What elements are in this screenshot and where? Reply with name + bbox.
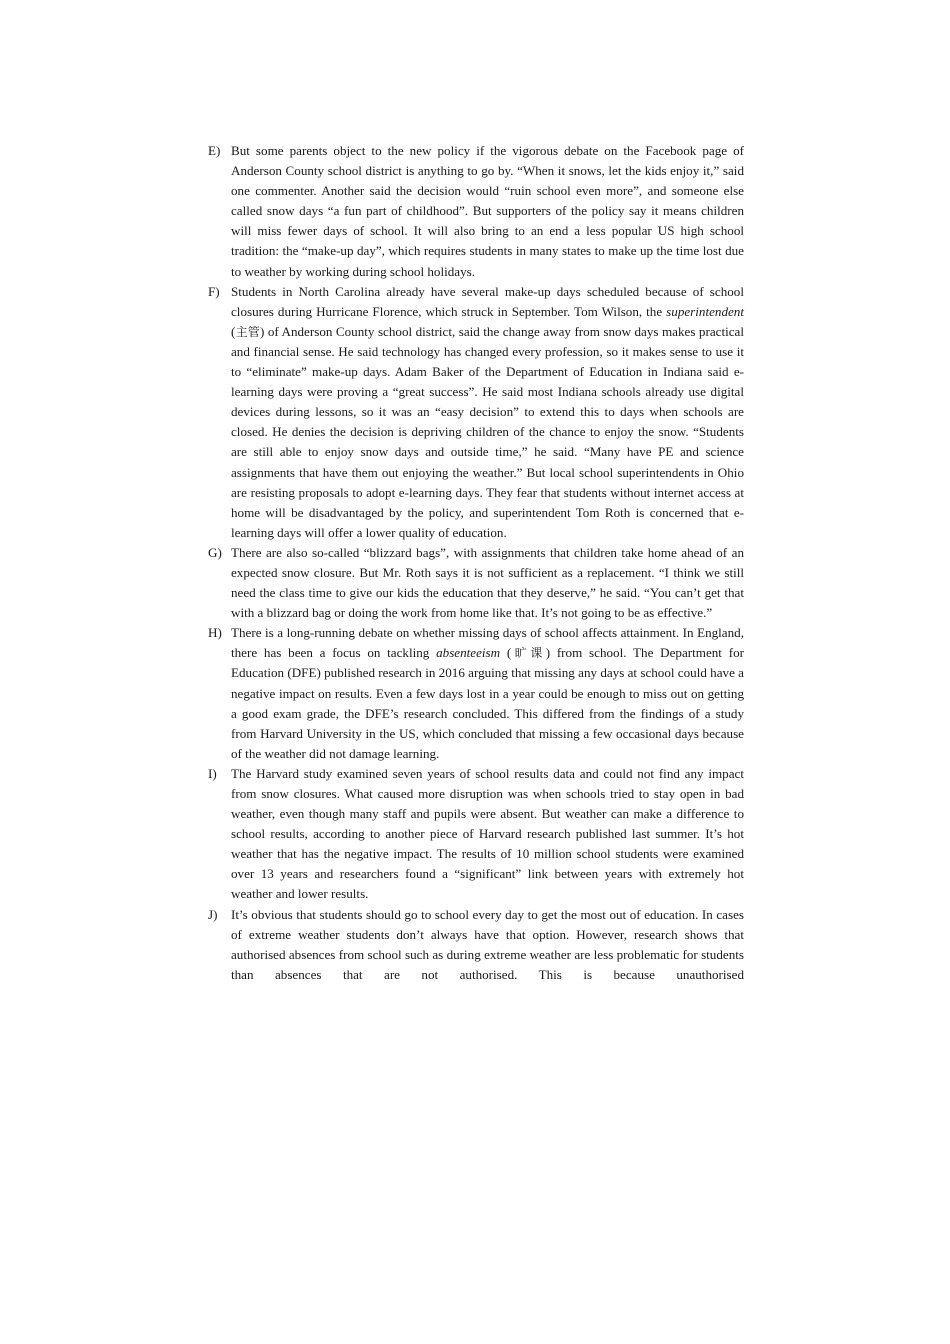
chinese-gloss: 主管 [235,324,260,339]
paragraph-text [231,623,744,764]
text-run: ( [500,645,512,661]
paragraph-j [208,905,744,985]
paragraph-h [208,623,744,764]
paragraph-label: J) [208,906,218,922]
paragraph-i [208,764,744,905]
italic-term: absenteeism [436,645,501,661]
chinese-gloss: 旷课 [511,646,546,661]
paragraph-label: I) [208,765,217,781]
paragraph-label: H) [208,625,222,641]
text-run: ) from school. The Department for Education (DFE) published research in 2016 arguing that missing any days at school could have a negative impact on results. Even a few days lost in a year could be enough to miss out on getting a good exam grade, the DFE’s research concluded. This differed from the findings of a study from Harvard University in the US, which concluded that missing a few occasional days because of the weather did not damage learning. [231,645,744,761]
paragraph-text [231,282,744,543]
text-run: But some parents object to the new policy if the vigorous debate on the Facebook page of Anderson County school district is anything to go by. “When it snows, let the kids enjoy it,” said one commenter. Another said the decision would “ruin school even more”, and someone else called snow days “a fun part of childhood”. But supporters of the policy say it means children will miss fewer days of school. It will also bring to an end a less popular US high school tradition: the “make-up day”, which requires students in many states to make up the time lost due to weather by working during school holidays. [231,143,744,279]
paragraph-label: F) [208,283,220,299]
paragraph-text [231,141,744,282]
paragraph-text [231,543,744,623]
paragraph-label: E) [208,143,221,158]
text-run: ) of Anderson County school district, said the change away from snow days makes practical and financial sense. He said technology has changed every profession, so it makes sense to use it to “eliminate” make-up days. Adam Baker of the Department of Education in Indiana said e-learning days were proving a “great success”. He said most Indiana schools already use digital devices during lessons, so it was an “easy decision” to extend this to days when schools are closed. He denies the decision is depriving children of the chance to enjoy the snow. “Students are still able to enjoy snow days and outside time,” he said. “Many have PE and science assignments that have them out enjoying the weather.” But local school superintendents in Ohio are resisting proposals to adopt e-learning days. They fear that students without internet access at home will be disadvantaged by the policy, and superintendent Tom Roth is concerned that e-learning days will offer a lower quality of education. [231,323,744,540]
text-run: The Harvard study examined seven years of school results data and could not find any impact from snow closures. What caused more disruption was when schools tried to stay open in bad weather, even though many staff and pupils were absent. But weather can make a difference to school results, according to another piece of Harvard research published last summer. It’s hot weather that has the negative impact. The results of 10 million school students were examined over 13 years and researchers found a “significant” link between years with extremely hot weather and lower results. [231,765,744,902]
text-run: Students in North Carolina already have several make-up days scheduled because of school closures during Hurricane Florence, which struck in September. Tom Wilson, the [231,283,744,319]
document-page [208,141,744,985]
italic-term: superintendent [666,303,744,319]
paragraph-f [208,282,744,543]
text-run: There are also so-called “blizzard bags”, with assignments that children take home ahead of an expected snow closure. But Mr. Roth says it is not sufficient as a replacement. “I think we still need the class time to give our kids the education that they deserve,” he said. “You can’t get that with a blizzard bag or doing the work from home like that. It’s not going to be as effective.” [231,544,744,621]
text-run: It’s obvious that students should go to school every day to get the most out of education. In cases of extreme weather students don’t always have that option. However, research shows that authorised absences from school such as during extreme weather are less problematic for students than absences that are not authorised. This is because unauthorised [231,906,744,982]
text-run: There is a long-running debate on whether missing days of school affects attainment. In England, there has been a focus on tackling [231,625,744,661]
paragraph-text [231,764,744,905]
paragraph-label: G) [208,544,222,560]
paragraph-text [231,905,744,985]
paragraph-e [208,141,744,282]
paragraph-g [208,543,744,623]
text-run: ( [231,323,236,339]
